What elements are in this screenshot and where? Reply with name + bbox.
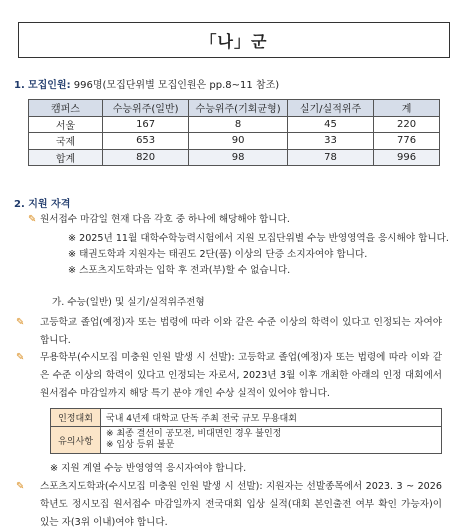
table-row — [29, 116, 440, 133]
section-number: 1. — [14, 80, 25, 91]
table-cell: 합계 — [29, 149, 103, 166]
table-row — [51, 427, 442, 454]
table-cell: 서울 — [29, 116, 103, 133]
table-cell: 996 — [374, 149, 440, 166]
criteria-table — [50, 408, 442, 454]
table-cell: 45 — [287, 116, 373, 133]
bullet-item — [16, 349, 442, 403]
pencil-icon: ✎ — [16, 352, 25, 363]
table-header: 캠퍼스 — [29, 100, 103, 117]
note-line: ※ 태권도학과 지원자는 태권도 2단(품) 이상의 단증 소지자여야 합니다. — [68, 249, 368, 260]
note-line: ※ 입상 등위 불문 — [106, 440, 175, 450]
recruitment-table — [28, 99, 440, 166]
section-eligibility — [14, 195, 70, 210]
bullet-text: 스포츠지도학과(수시모집 미충원 인원 발생 시 선발): 지원자는 선발종목에서 2023. 3 ~ 2026학년도 정시모집 원서접수 마감일까지 전국대회 입상 실적(대회 본인출전 여부 확인 가능자)이 있는 자(3위 이내)여야 합니다. — [40, 481, 442, 528]
section-number: 2. — [14, 199, 25, 210]
table-header: 수능위주(기회균형) — [189, 100, 288, 117]
bullet-text: 원서접수 마감일 현재 다음 각호 중 하나에 해당해야 합니다. — [40, 214, 290, 225]
table-header-row — [29, 100, 440, 117]
table-cell: 167 — [102, 116, 188, 133]
bullet-text: 고등학교 졸업(예정)자 또는 법령에 따라 이와 같은 수준 이상의 학력이 있다고 인정되는 자여야 합니다. — [40, 317, 442, 346]
section-label: 모집인원: — [27, 80, 71, 91]
table-cell: 78 — [287, 149, 373, 166]
table-header: 계 — [374, 100, 440, 117]
section-recruitment — [14, 76, 279, 91]
table-total-row — [29, 149, 440, 166]
table-cell: 8 — [189, 116, 288, 133]
page-title: 「나」군 — [200, 31, 268, 51]
note-line: ※ 2025년 11월 대학수학능력시험에서 지원 모집단위별 수능 반영영역을 응시해야 합니다. — [68, 233, 449, 244]
table-header: 유의사항 — [51, 427, 101, 454]
section-label: 지원 자격 — [28, 199, 71, 210]
title-box — [18, 22, 450, 58]
table-row — [51, 409, 442, 427]
note-line: ※ 스포츠지도학과는 입학 후 전과(부)할 수 없습니다. — [68, 265, 291, 276]
pencil-icon: ✎ — [16, 481, 25, 492]
table-cell: 820 — [102, 149, 188, 166]
table-cell: 국내 4년제 대학교 단독 주최 전국 규모 무용대회 — [101, 409, 442, 427]
table-cell: 98 — [189, 149, 288, 166]
table-cell: 653 — [102, 133, 188, 150]
table-cell: 776 — [374, 133, 440, 150]
bullet-item — [16, 314, 442, 350]
table-cell: 220 — [374, 116, 440, 133]
table-cell: 90 — [189, 133, 288, 150]
pencil-icon: ✎ — [16, 317, 25, 328]
bullet-text: 무용학부(수시모집 미충원 인원 발생 시 선발): 고등학교 졸업(예정)자 또는 법령에 따라 이와 같은 수준 이상의 학력이 있다고 인정되는 자로서, 2023년 3월 이후 개최한 아래의 인정 대회에서 원서접수 마감일까지 해당 특기 분야 개인 수상 실적이 있어야 합니다. — [40, 352, 442, 399]
bullet-item — [28, 213, 290, 226]
pencil-icon: ✎ — [28, 214, 37, 225]
note-line: ※ 지원 계열 수능 반영영역 응시자여야 합니다. — [50, 463, 247, 474]
table-header: 인정대회 — [51, 409, 101, 427]
bullet-item — [16, 478, 442, 530]
section-text: 996명(모집단위별 모집인원은 pp.8~11 참조) — [73, 80, 280, 91]
table-header: 수능위주(일반) — [102, 100, 188, 117]
table-cell: 33 — [287, 133, 373, 150]
table-cell — [101, 427, 442, 454]
table-header: 실기/실적위주 — [287, 100, 373, 117]
note-line: ※ 최종 결선이 공모전, 비대면인 경우 불인정 — [106, 429, 282, 439]
table-row — [29, 133, 440, 150]
subheading: 가. 수능(일반) 및 실기/실적위주전형 — [52, 297, 205, 308]
table-cell: 국제 — [29, 133, 103, 150]
